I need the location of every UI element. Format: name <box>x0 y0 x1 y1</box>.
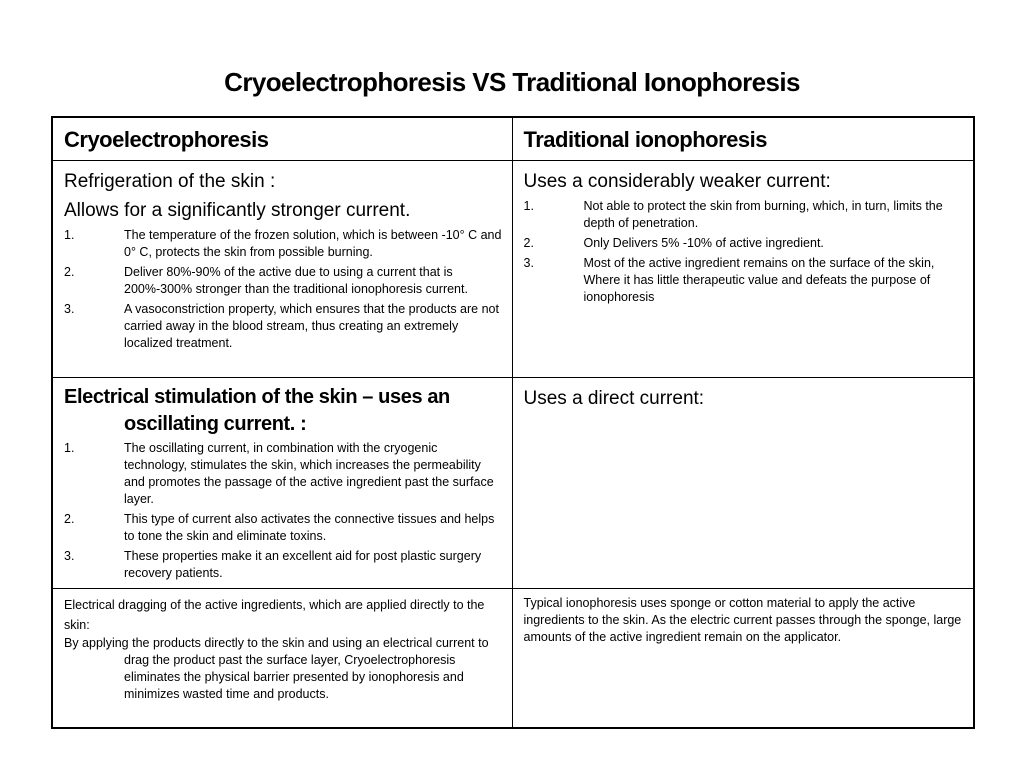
cell-lead: Uses a direct current: <box>523 388 705 409</box>
table-row <box>52 378 974 589</box>
list-number: 1. <box>64 441 75 455</box>
list-item <box>524 235 964 252</box>
list-text: Most of the active ingredient remains on the surface of the skin, Where it has little therapeutic value and defeats the purpose of ionophoresis <box>583 256 935 304</box>
list-number: 2. <box>64 265 75 279</box>
cell-lead: Uses a considerably weaker current: <box>523 171 831 192</box>
list-text: These properties make it an excellent aid for post plastic surgery recovery patients. <box>124 549 482 580</box>
cell-direct-current <box>512 378 974 589</box>
header-row <box>52 117 974 161</box>
header-traditional-ionophoresis: Traditional ionophoresis <box>512 117 974 161</box>
numbered-list <box>64 227 502 352</box>
list-item <box>64 301 502 352</box>
list-number: 3. <box>64 302 75 316</box>
list-item <box>64 511 502 545</box>
list-text: Only Delivers 5% -10% of active ingredient. <box>583 236 824 250</box>
cell-weaker-current <box>512 161 974 378</box>
list-text: Deliver 80%-90% of the active due to using a current that is 200%-300% stronger than the traditional ionophoresis current. <box>124 265 468 296</box>
list-number: 1. <box>64 228 75 242</box>
cell-text: Electrical dragging of the active ingredients, which are applied directly to the skin: <box>64 598 485 632</box>
list-number: 3. <box>523 256 534 270</box>
cell-refrigeration <box>52 161 512 378</box>
list-item <box>64 227 502 261</box>
list-item <box>524 198 964 232</box>
list-number: 2. <box>64 512 75 526</box>
numbered-list <box>64 440 502 582</box>
cell-text: By applying the products directly to the skin and using an electrical current to drag the product past the surface layer, Cryoelectrophoresis eliminates the physical barrier presented by ionophoresis and minimizes wasted time and products. <box>64 636 489 701</box>
cell-lead: Allows for a significantly stronger current. <box>64 200 411 221</box>
table-row <box>52 161 974 378</box>
header-cryoelectrophoresis: Cryoelectrophoresis <box>52 117 512 161</box>
cell-lead: Refrigeration of the skin : <box>64 171 276 192</box>
table-row <box>52 589 974 729</box>
list-item <box>524 255 964 306</box>
list-text: A vasoconstriction property, which ensures that the products are not carried away in the blood stream, thus creating an extremely localized treatment. <box>124 302 499 350</box>
list-number: 3. <box>64 549 75 563</box>
list-item <box>64 264 502 298</box>
list-item <box>64 440 502 508</box>
list-text: Not able to protect the skin from burning, which, in turn, limits the depth of penetration. <box>583 199 943 230</box>
cell-electrical-stimulation <box>52 378 512 589</box>
list-text: The oscillating current, in combination with the cryogenic technology, stimulates the skin, which increases the permeability and promotes the passage of the active ingredient past the surface layer. <box>124 441 494 506</box>
numbered-list <box>524 198 964 306</box>
cell-text: Typical ionophoresis uses sponge or cotton material to apply the active ingredients to the skin. As the electric current passes through the sponge, large amounts of the active ingredient remain on the applicator. <box>523 596 962 644</box>
list-number: 2. <box>523 236 534 250</box>
list-number: 1. <box>523 199 534 213</box>
cell-lead: Electrical stimulation of the skin – uses an oscillating current. : <box>64 386 450 435</box>
list-item <box>64 548 502 582</box>
comparison-table <box>51 116 975 729</box>
cell-sponge-applicator <box>512 589 974 729</box>
cell-electrical-dragging <box>52 589 512 729</box>
list-text: This type of current also activates the connective tissues and helps to tone the skin and eliminate toxins. <box>124 512 495 543</box>
list-text: The temperature of the frozen solution, which is between -10° C and 0° C, protects the skin from possible burning. <box>124 228 502 259</box>
page-title: Cryoelectrophoresis VS Traditional Ionophoresis <box>224 67 800 97</box>
